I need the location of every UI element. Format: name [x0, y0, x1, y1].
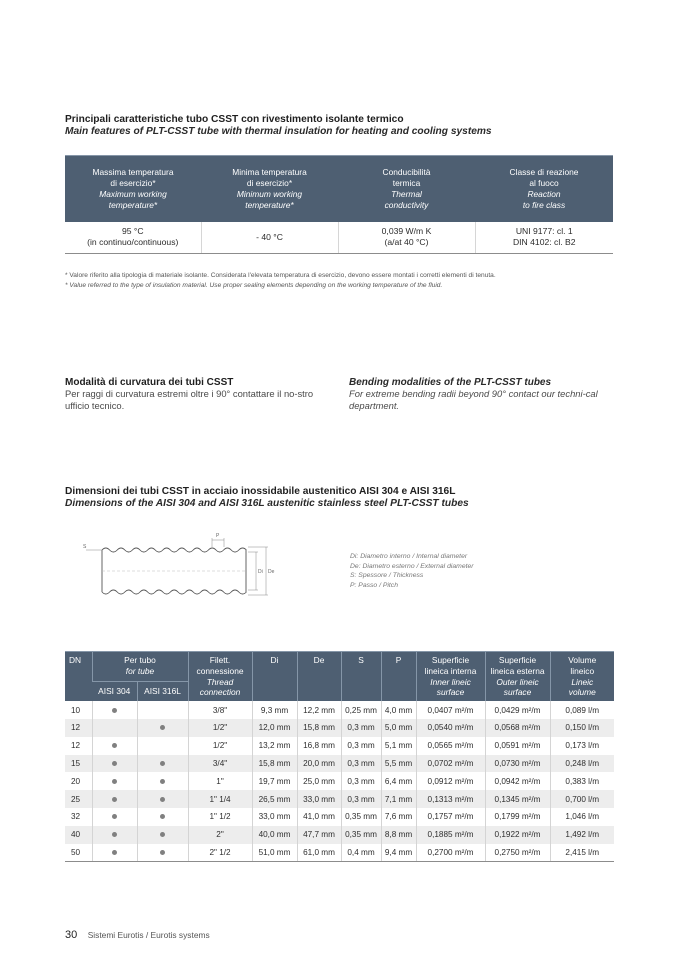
availability-dot-icon [160, 814, 165, 819]
availability-dot-icon [112, 850, 117, 855]
value-conductivity: 0,039 W/m K (a/at 40 °C) [338, 222, 475, 254]
footer-text: Sistemi Eurotis / Eurotis systems [87, 930, 210, 940]
cell-s: 0,3 mm [341, 755, 381, 773]
cell-aisi316l [137, 755, 188, 773]
cell-p: 5,0 mm [381, 719, 416, 737]
cell-de: 16,8 mm [297, 737, 341, 755]
tube-diagram [80, 530, 280, 610]
cell-de: 15,8 mm [297, 719, 341, 737]
availability-dot-icon [112, 832, 117, 837]
header-per-tubo: Per tubo for tube [92, 652, 188, 682]
cell-di: 19,7 mm [252, 772, 297, 790]
footnote-it: * Valore riferito alla tipologia di materiale isolante. Considerata l'elevata temperatura di esercizio, devono essere montati i corretti elementi di tenuta. [65, 272, 496, 279]
table-row [65, 701, 614, 719]
header-inner-surface: Superficie lineica interna Inner lineic surface [416, 652, 485, 702]
header-max-temp: Massima temperatura di esercizio* Maximum working temperature* [65, 156, 201, 222]
cell-outer: 0,0429 m²/m [485, 701, 550, 719]
cell-dn: 50 [65, 844, 92, 862]
cell-dn: 10 [71, 705, 81, 715]
table-row [65, 808, 614, 826]
svg-text:P: P [216, 533, 220, 539]
bending-en-block [349, 377, 615, 413]
page-footer [65, 925, 210, 943]
cell-p: 4,0 mm [381, 701, 416, 719]
table-row [65, 737, 614, 755]
cell-de: 41,0 mm [297, 808, 341, 826]
value-min-temp: - 40 °C [201, 222, 338, 254]
cell-s: 0,25 mm [341, 701, 381, 719]
cell-di: 40,0 mm [252, 826, 297, 844]
cell-aisi304 [92, 701, 137, 719]
cell-outer: 0,0730 m²/m [485, 755, 550, 773]
cell-thread: 1/2" [188, 719, 252, 737]
cell-volume: 1,492 l/m [550, 826, 614, 844]
cell-p: 7,1 mm [381, 790, 416, 808]
cell-s: 0,35 mm [341, 808, 381, 826]
cell-di: 33,0 mm [252, 808, 297, 826]
cell-volume: 2,415 l/m [550, 844, 614, 862]
cell-outer: 0,0591 m²/m [485, 737, 550, 755]
bending-title-it: Modalità di curvatura dei tubi CSST [65, 377, 234, 388]
availability-dot-icon [160, 797, 165, 802]
cell-di: 26,5 mm [252, 790, 297, 808]
legend-p: P: Passo / Pitch [350, 581, 398, 589]
cell-volume: 0,383 l/m [550, 772, 614, 790]
header-outer-surface: Superficie lineica esterna Outer lineic surface [485, 652, 550, 702]
features-header-row [65, 156, 613, 222]
dimensions-title-it: Dimensioni dei tubi CSST in acciaio inossidabile austenitico AISI 304 e AISI 316L [65, 486, 456, 497]
availability-dot-icon [160, 850, 165, 855]
cell-dn: 40 [65, 826, 92, 844]
cell-p: 9,4 mm [381, 844, 416, 862]
cell-de: 33,0 mm [297, 790, 341, 808]
cell-thread: 3/4" [188, 755, 252, 773]
dimensions-table [65, 651, 614, 862]
cell-thread: 1" [188, 772, 252, 790]
header-dn: DN [65, 652, 92, 702]
cell-inner: 0,0540 m²/m [416, 719, 485, 737]
cell-aisi304 [92, 772, 137, 790]
bending-body-it: Per raggi di curvatura estremi oltre i 90° contattare il no-stro ufficio tecnico. [65, 388, 314, 412]
cell-volume: 0,089 l/m [550, 701, 614, 719]
features-title-en: Main features of PLT-CSST tube with thermal insulation for heating and cooling systems [65, 126, 492, 137]
cell-de: 20,0 mm [297, 755, 341, 773]
cell-di: 51,0 mm [252, 844, 297, 862]
header-thread: Filett. connessione Thread connection [188, 652, 252, 702]
cell-aisi316l [137, 808, 188, 826]
cell-aisi316l [137, 719, 188, 737]
header-min-temp: Minima temperatura di esercizio* Minimum working temperature* [201, 156, 338, 222]
cell-dn: 32 [71, 812, 81, 822]
cell-inner: 0,2700 m²/m [416, 844, 485, 862]
availability-dot-icon [112, 797, 117, 802]
cell-aisi316l [137, 701, 188, 719]
cell-aisi316l [137, 772, 188, 790]
cell-inner: 0,1757 m²/m [416, 808, 485, 826]
cell-inner: 0,1313 m²/m [416, 790, 485, 808]
cell-di: 15,8 mm [252, 755, 297, 773]
cell-volume: 1,046 l/m [550, 808, 614, 826]
svg-text:Di: Di [258, 569, 263, 575]
cell-dn: 20 [71, 776, 81, 786]
cell-aisi304 [92, 826, 137, 844]
cell-s: 0,3 mm [341, 737, 381, 755]
cell-de: 47,7 mm [297, 826, 341, 844]
cell-p: 5,1 mm [381, 737, 416, 755]
value-max-temp: 95 °C (in continuo/continuous) [65, 222, 201, 254]
header-de: De [297, 652, 341, 702]
diagram-legend [350, 552, 474, 590]
table-row [65, 772, 614, 790]
cell-volume: 0,700 l/m [550, 790, 614, 808]
bending-it-block [65, 377, 335, 413]
cell-de: 25,0 mm [297, 772, 341, 790]
availability-dot-icon [160, 779, 165, 784]
availability-dot-icon [160, 725, 165, 730]
cell-dn: 12 [65, 719, 92, 737]
cell-aisi316l [137, 737, 188, 755]
cell-aisi304 [92, 790, 137, 808]
legend-s: S: Spessore / Thickness [350, 572, 424, 580]
cell-outer: 0,0568 m²/m [485, 719, 550, 737]
bending-title-en: Bending modalities of the PLT-CSST tubes [349, 377, 552, 388]
cell-aisi316l [137, 790, 188, 808]
cell-p: 8,8 mm [381, 826, 416, 844]
availability-dot-icon [112, 743, 117, 748]
cell-outer: 0,1345 m²/m [485, 790, 550, 808]
availability-dot-icon [112, 814, 117, 819]
cell-inner: 0,0702 m²/m [416, 755, 485, 773]
cell-inner: 0,1885 m²/m [416, 826, 485, 844]
features-value-row [65, 222, 613, 254]
table-row [65, 755, 614, 773]
cell-de: 61,0 mm [297, 844, 341, 862]
cell-thread: 1/2" [188, 737, 252, 755]
page-number: 30 [65, 929, 78, 941]
cell-s: 0,3 mm [341, 719, 381, 737]
cell-dn: 15 [65, 755, 92, 773]
cell-aisi304 [92, 737, 137, 755]
header-fire-class: Classe di reazione al fuoco Reaction to fire class [475, 156, 613, 222]
svg-text:S: S [83, 544, 87, 550]
cell-aisi304 [92, 808, 137, 826]
cell-s: 0,35 mm [341, 826, 381, 844]
cell-dn: 25 [65, 790, 92, 808]
cell-aisi316l [137, 826, 188, 844]
availability-dot-icon [112, 779, 117, 784]
availability-dot-icon [160, 761, 165, 766]
table-row [65, 790, 614, 808]
cell-outer: 0,2750 m²/m [485, 844, 550, 862]
header-di: Di [252, 652, 297, 702]
availability-dot-icon [112, 708, 117, 713]
availability-dot-icon [160, 832, 165, 837]
bending-body-en: For extreme bending radii beyond 90° contact our techni-cal department. [349, 388, 598, 412]
cell-inner: 0,0912 m²/m [416, 772, 485, 790]
table-row [65, 844, 614, 862]
cell-di: 12,0 mm [252, 719, 297, 737]
legend-de: De: Diametro esterno / External diameter [350, 562, 474, 570]
cell-aisi304 [92, 755, 137, 773]
header-volume: Volume lineico Lineic volume [550, 652, 614, 702]
cell-inner: 0,0565 m²/m [416, 737, 485, 755]
cell-s: 0,3 mm [341, 790, 381, 808]
table-row [65, 719, 614, 737]
dimensions-header-row [65, 652, 614, 682]
cell-s: 0,3 mm [341, 772, 381, 790]
dimensions-table-body [65, 701, 614, 861]
features-table [65, 155, 613, 254]
footnote-en: * Value referred to the type of insulation material. Use proper sealing elements depending on the working temperature of the fluid. [65, 282, 443, 289]
availability-dot-icon [112, 761, 117, 766]
cell-di: 13,2 mm [252, 737, 297, 755]
cell-thread: 3/8" [188, 701, 252, 719]
dimensions-title-en: Dimensions of the AISI 304 and AISI 316L austenitic stainless steel PLT-CSST tubes [65, 498, 469, 509]
header-conductivity: Conducibilità termica Thermal conductivity [338, 156, 475, 222]
cell-aisi316l [137, 844, 188, 862]
corrugated-tube-icon [80, 530, 280, 610]
cell-s: 0,4 mm [341, 844, 381, 862]
legend-di: Di: Diametro interno / Internal diameter [350, 553, 468, 560]
cell-outer: 0,1922 m²/m [485, 826, 550, 844]
value-fire-class: UNI 9177: cl. 1 DIN 4102: cl. B2 [475, 222, 613, 254]
cell-dn: 12 [71, 741, 81, 751]
cell-volume: 0,173 l/m [550, 737, 614, 755]
cell-aisi304 [92, 719, 137, 737]
header-aisi304: AISI 304 [92, 681, 137, 701]
header-s: S [341, 652, 381, 702]
cell-di: 9,3 mm [252, 701, 297, 719]
cell-outer: 0,1799 m²/m [485, 808, 550, 826]
cell-aisi304 [92, 844, 137, 862]
cell-thread: 2" 1/2 [188, 844, 252, 862]
cell-p: 7,6 mm [381, 808, 416, 826]
header-aisi316l: AISI 316L [137, 681, 188, 701]
cell-inner: 0,0407 m²/m [416, 701, 485, 719]
cell-outer: 0,0942 m²/m [485, 772, 550, 790]
cell-volume: 0,248 l/m [550, 755, 614, 773]
svg-text:De: De [268, 569, 275, 575]
table-row [65, 826, 614, 844]
cell-thread: 1" 1/4 [188, 790, 252, 808]
cell-de: 12,2 mm [297, 701, 341, 719]
features-title-it: Principali caratteristiche tubo CSST con rivestimento isolante termico [65, 114, 404, 125]
cell-thread: 2" [188, 826, 252, 844]
cell-volume: 0,150 l/m [550, 719, 614, 737]
cell-thread: 1" 1/2 [188, 808, 252, 826]
cell-p: 5,5 mm [381, 755, 416, 773]
header-p: P [381, 652, 416, 702]
cell-p: 6,4 mm [381, 772, 416, 790]
